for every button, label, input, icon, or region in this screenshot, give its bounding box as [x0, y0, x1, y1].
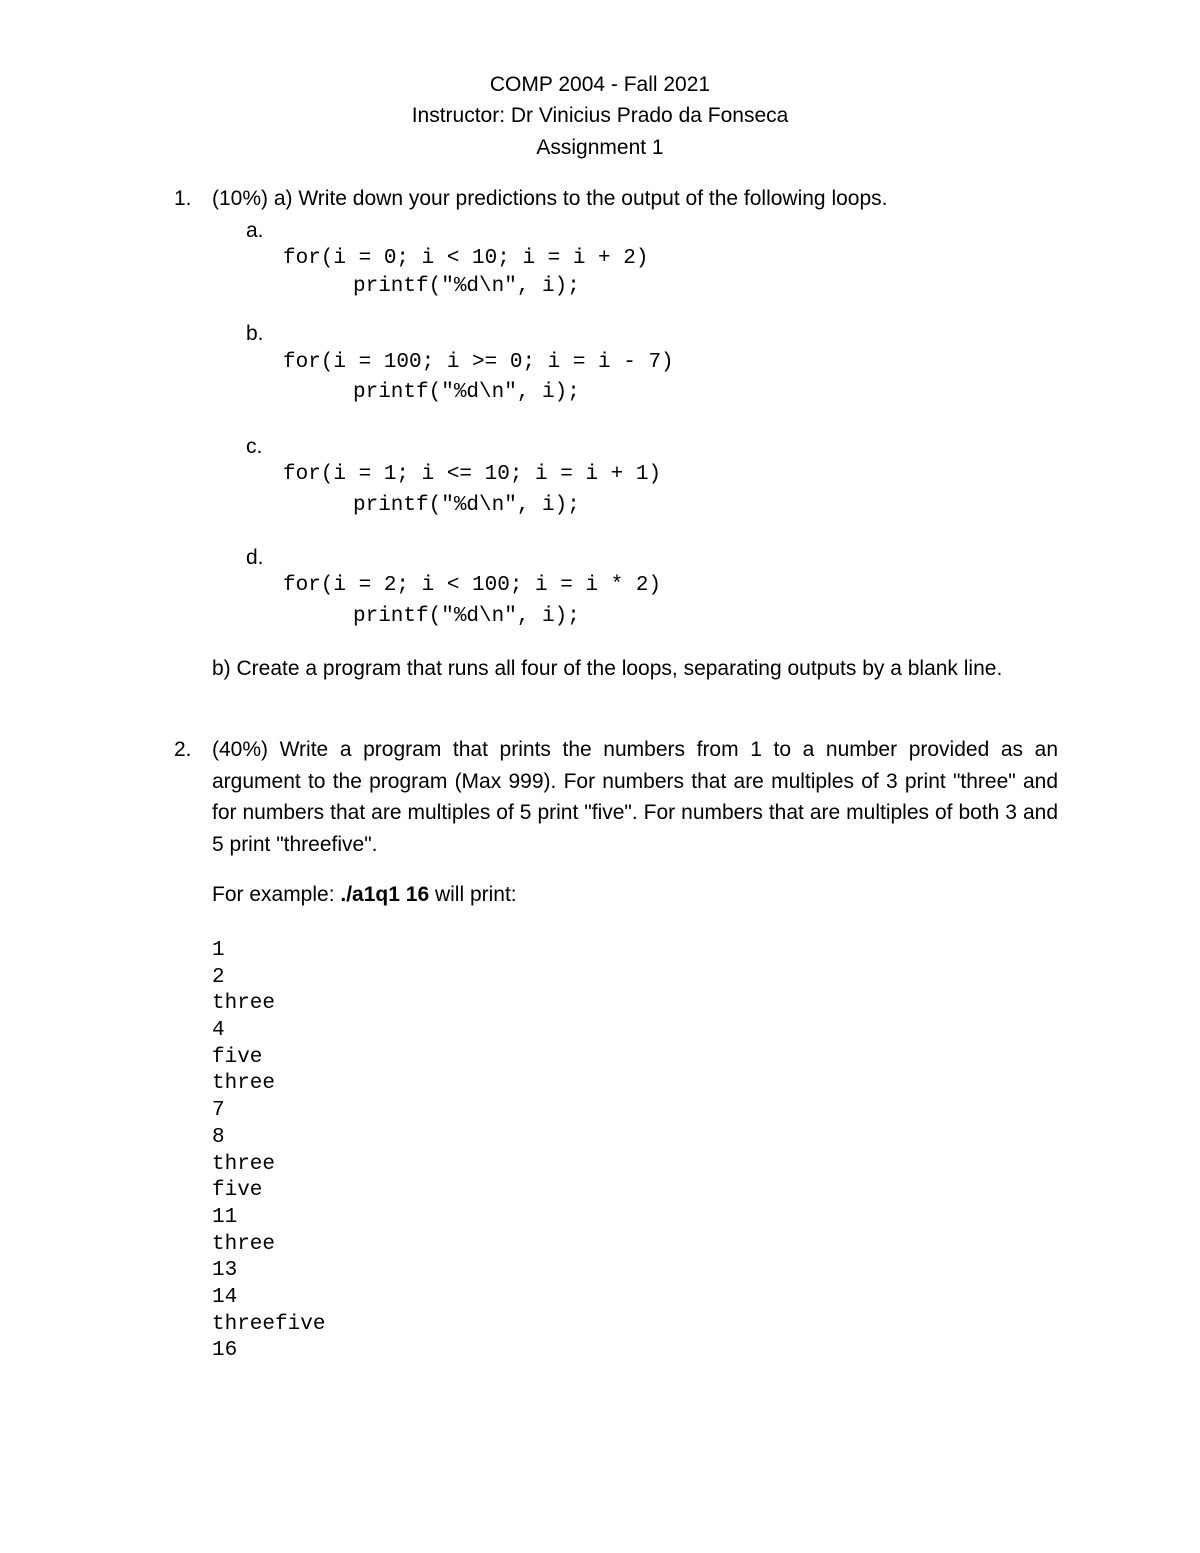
example-suffix: will print:: [429, 883, 517, 906]
q2-prompt: (40%) Write a program that prints the numbers from 1 to a number provided as an argument to the program (Max 999). For numbers that are multiples of 3 print "three" and for numbers that are multiples of 5 print "five". For numbers that are multiples of both 3 and 5 print "threefive".: [212, 738, 1058, 856]
output-line: 14: [212, 1285, 238, 1309]
output-line: 8: [212, 1125, 225, 1149]
loop-label-b: b.: [246, 322, 264, 345]
loop-d-printf-line: printf("%d\n", i);: [353, 605, 580, 628]
output-line: five: [212, 1179, 263, 1203]
loop-b-printf-line: printf("%d\n", i);: [353, 381, 580, 404]
output-line: 7: [212, 1099, 225, 1123]
example-output-list: [212, 938, 325, 1365]
loop-d-for-line: for(i = 2; i < 100; i = i * 2): [283, 574, 662, 597]
q2-example-line: [212, 883, 517, 907]
output-line: three: [212, 1152, 276, 1176]
assignment-title: Assignment 1: [536, 136, 664, 159]
loop-label-d: d.: [246, 546, 264, 569]
output-line: three: [212, 1072, 276, 1096]
loop-a-printf-line: printf("%d\n", i);: [353, 275, 580, 298]
example-prefix: For example:: [212, 883, 341, 906]
output-line: threefive: [212, 1312, 326, 1336]
loop-c-printf-line: printf("%d\n", i);: [353, 494, 580, 517]
loop-b-for-line: for(i = 100; i >= 0; i = i - 7): [283, 351, 674, 374]
instructor-line: Instructor: Dr Vinicius Prado da Fonseca: [411, 104, 789, 127]
output-line: 11: [212, 1205, 238, 1229]
output-line: 13: [212, 1259, 238, 1283]
output-line: three: [212, 1232, 276, 1256]
loop-c-for-line: for(i = 1; i <= 10; i = i + 1): [283, 463, 662, 486]
example-command: ./a1q1 16: [340, 883, 430, 906]
q1-number: 1.: [174, 187, 192, 210]
loop-label-a: a.: [246, 219, 264, 242]
q2-number: 2.: [174, 738, 192, 761]
loop-a-for-line: for(i = 0; i < 10; i = i + 2): [283, 247, 649, 270]
output-line: 16: [212, 1339, 238, 1363]
output-line: five: [212, 1045, 263, 1069]
output-line: 4: [212, 1019, 225, 1043]
q1-part-b: b) Create a program that runs all four of the loops, separating outputs by a blank line.: [212, 657, 1003, 680]
loop-label-c: c.: [246, 435, 263, 458]
output-line: 2: [212, 965, 225, 989]
course-title: COMP 2004 - Fall 2021: [489, 73, 711, 96]
output-line: three: [212, 992, 276, 1016]
output-line: 1: [212, 939, 225, 962]
q1-prompt: (10%) a) Write down your predictions to the output of the following loops.: [212, 187, 888, 210]
